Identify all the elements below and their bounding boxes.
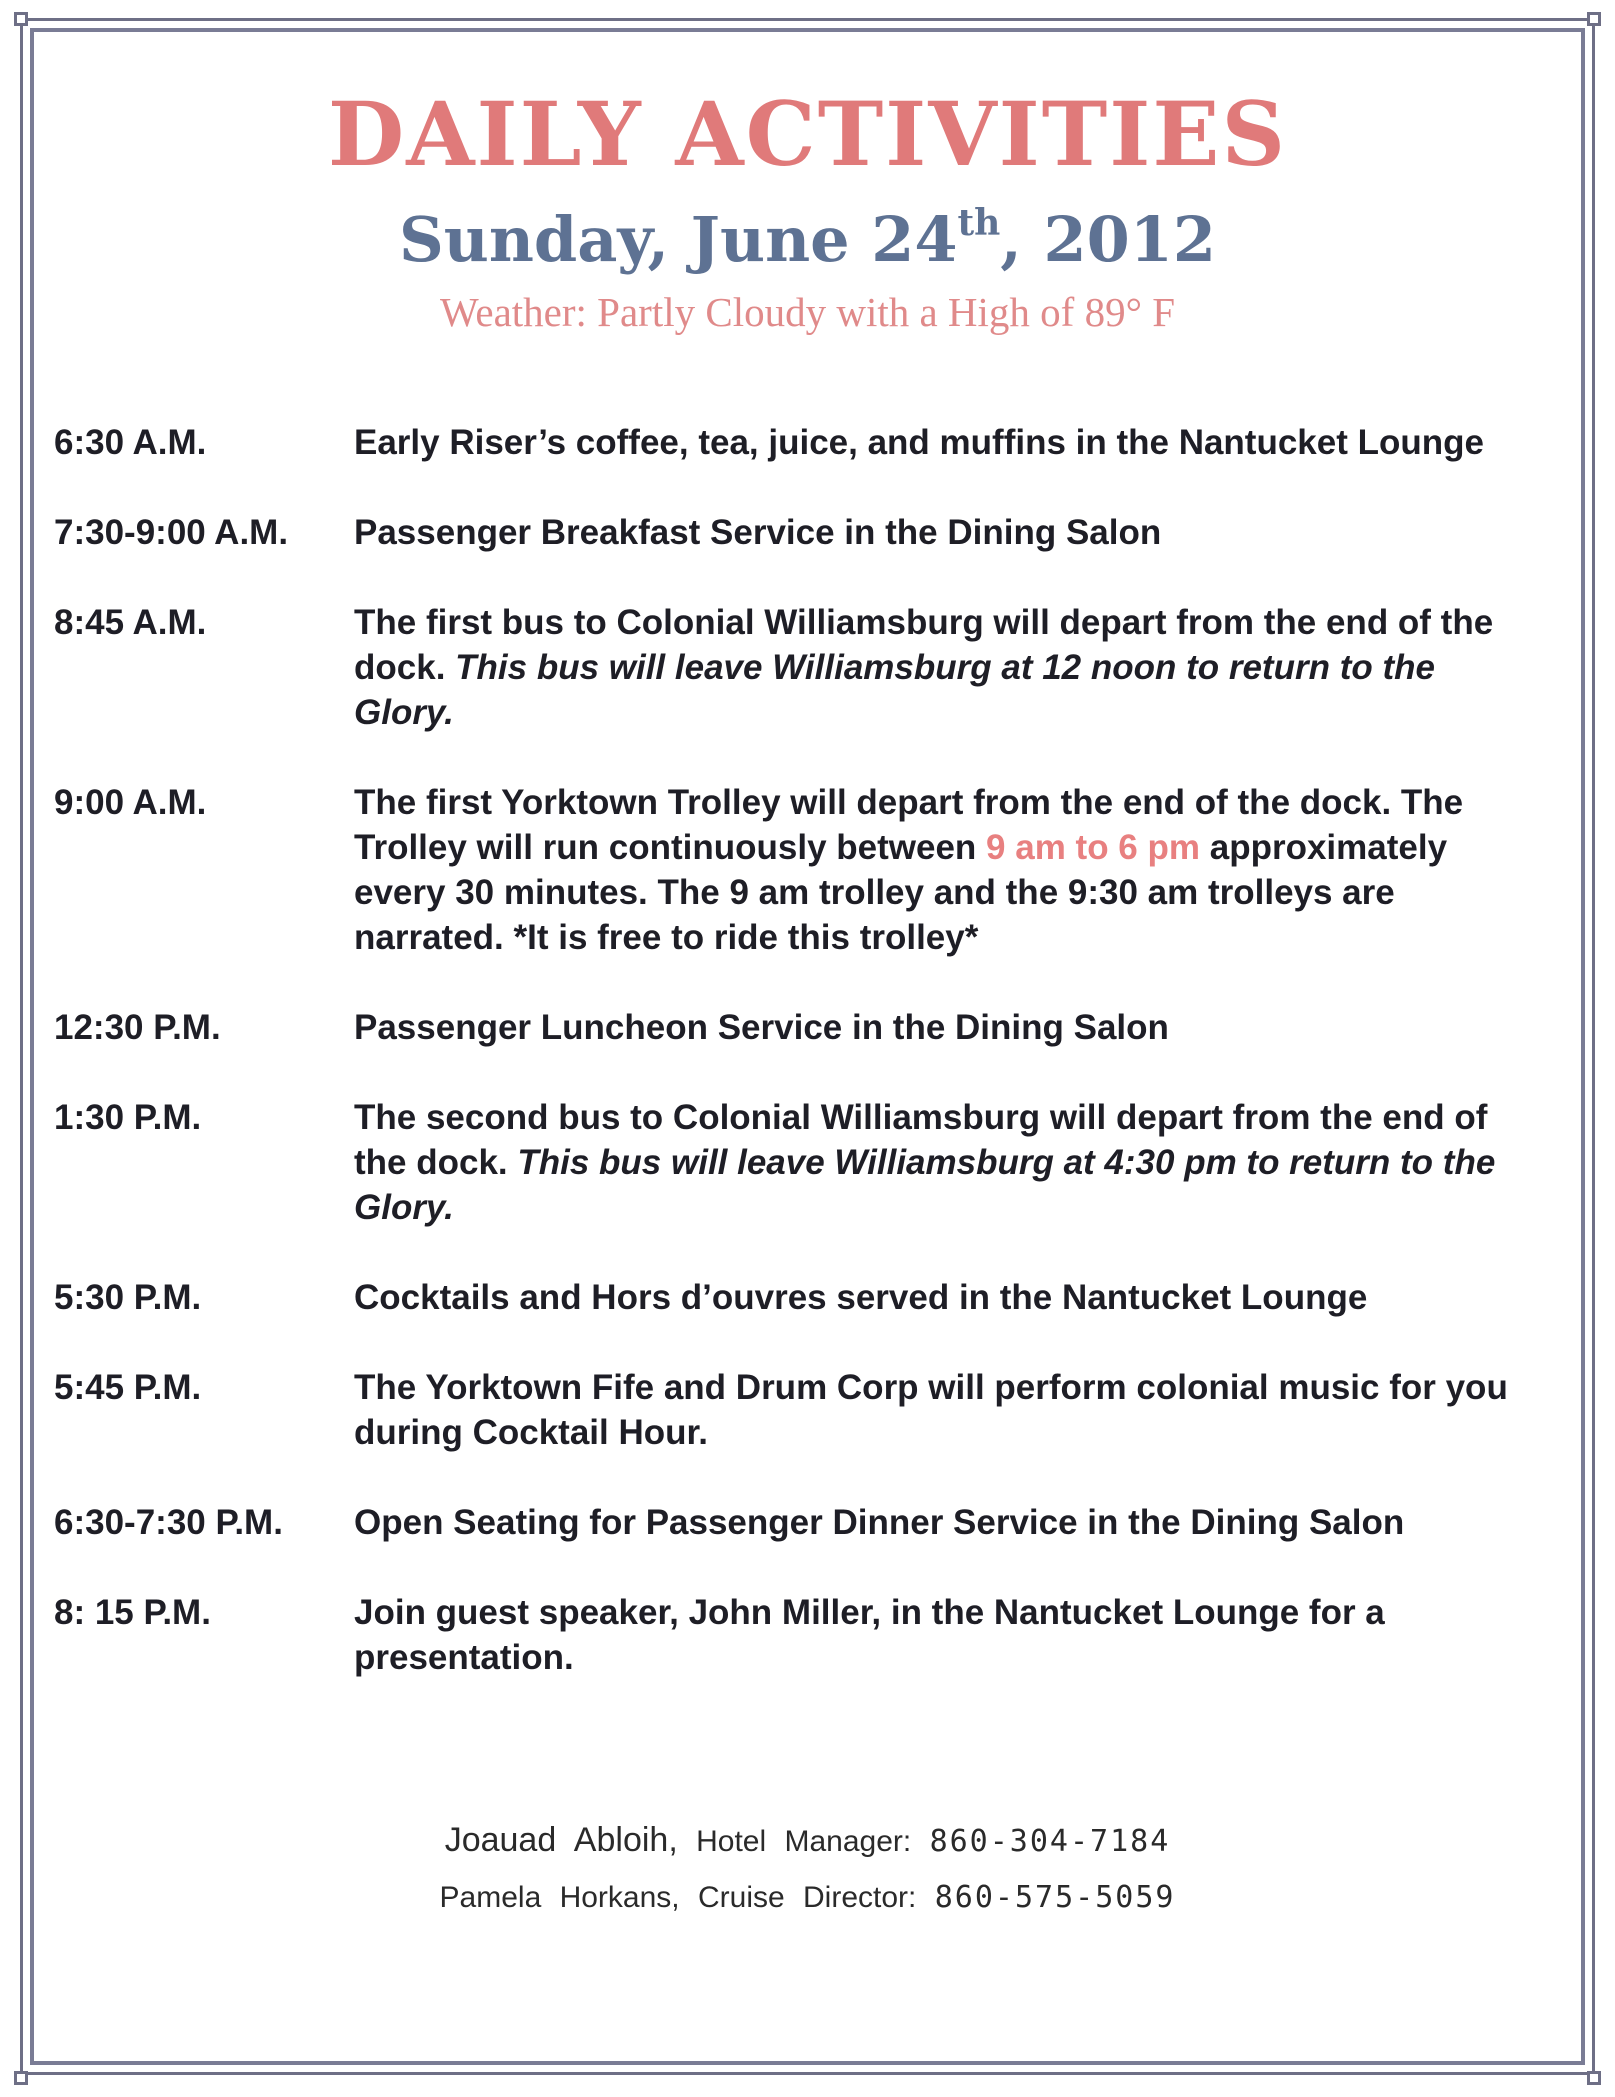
entry-description: The Yorktown Fife and Drum Corp will perform colonial music for you during Cocktail Hour. [354, 1368, 1508, 1452]
schedule-entry [54, 780, 1544, 960]
entry-time: 12:30 P.M. [54, 1008, 221, 1047]
contact-role: Hotel Manager: [696, 1825, 912, 1858]
contact-hotel-manager [0, 1812, 1615, 1870]
schedule-entry [54, 1590, 1544, 1680]
schedule-entry [54, 600, 1544, 735]
schedule-entry [54, 1275, 1544, 1320]
entry-description: Passenger Luncheon Service in the Dining Salon [354, 1008, 1169, 1047]
contacts-footer [0, 1812, 1615, 1926]
contact-name: Joauad Abloih, [444, 1821, 678, 1859]
corner-ornament-top-left [14, 12, 28, 26]
entry-description: Early Riser’s coffee, tea, juice, and muffins in the Nantucket Lounge [354, 423, 1484, 462]
entry-time: 8: 15 P.M. [54, 1593, 211, 1632]
weather-line: Weather: Partly Cloudy with a High of 89° F [439, 289, 1176, 335]
entry-description: The first bus to Colonial Williamsburg will depart from the end of the dock. This bus will leave Williamsburg at 12 noon to return to the Glory. [354, 603, 1494, 732]
schedule-entry [54, 1005, 1544, 1050]
entry-italic-note: This bus will leave Williamsburg at 12 noon to return to the Glory. [354, 648, 1435, 732]
date-year: , 2012 [1000, 203, 1217, 276]
entry-time: 7:30-9:00 A.M. [54, 513, 289, 552]
entry-description: Open Seating for Passenger Dinner Service in the Dining Salon [354, 1503, 1405, 1542]
schedule-entry [54, 1365, 1544, 1455]
entry-description: The first Yorktown Trolley will depart from the end of the dock. The Trolley will run continuously between 9 am to 6 pm approximately every 30 minutes. The 9 am trolley and the 9:30 am trolleys are narrated. *It is free to ride this trolley* [354, 783, 1464, 957]
contact-name: Pamela Horkans, [439, 1881, 680, 1914]
entry-description: Passenger Breakfast Service in the Dining Salon [354, 513, 1162, 552]
entry-time: 5:45 P.M. [54, 1368, 202, 1407]
schedule-list [54, 420, 1544, 1725]
date-heading [0, 203, 1615, 276]
entry-time: 8:45 A.M. [54, 603, 207, 642]
schedule-entry [54, 510, 1544, 555]
corner-ornament-bottom-right [1587, 2071, 1601, 2085]
entry-italic-note: This bus will leave Williamsburg at 4:30 pm to return to the Glory. [354, 1143, 1496, 1227]
contact-phone: 860-304-7184 [929, 1824, 1171, 1859]
page-title: DAILY ACTIVITIES [327, 82, 1288, 186]
entry-time: 5:30 P.M. [54, 1278, 202, 1317]
contact-phone: 860-575-5059 [934, 1880, 1176, 1915]
corner-ornament-bottom-left [14, 2071, 28, 2085]
entry-time: 6:30 A.M. [54, 423, 207, 462]
entry-time: 1:30 P.M. [54, 1098, 202, 1137]
date-ordinal-suffix: th [957, 202, 1001, 245]
schedule-entry [54, 420, 1544, 465]
entry-description: The second bus to Colonial Williamsburg will depart from the end of the dock. This bus will leave Williamsburg at 4:30 pm to return to the Glory. [354, 1098, 1496, 1227]
date-main: Sunday, June 24 [398, 203, 958, 276]
contact-cruise-director [0, 1870, 1615, 1926]
contact-role: Cruise Director: [697, 1881, 917, 1914]
entry-highlight: 9 am to 6 pm [986, 828, 1200, 867]
entry-description: Cocktails and Hors d’ouvres served in the Nantucket Lounge [354, 1278, 1368, 1317]
schedule-entry [54, 1095, 1544, 1230]
entry-time: 9:00 A.M. [54, 783, 207, 822]
schedule-entry [54, 1500, 1544, 1545]
corner-ornament-top-right [1587, 12, 1601, 26]
entry-time: 6:30-7:30 P.M. [54, 1503, 283, 1542]
entry-description: Join guest speaker, John Miller, in the Nantucket Lounge for a presentation. [354, 1593, 1385, 1677]
